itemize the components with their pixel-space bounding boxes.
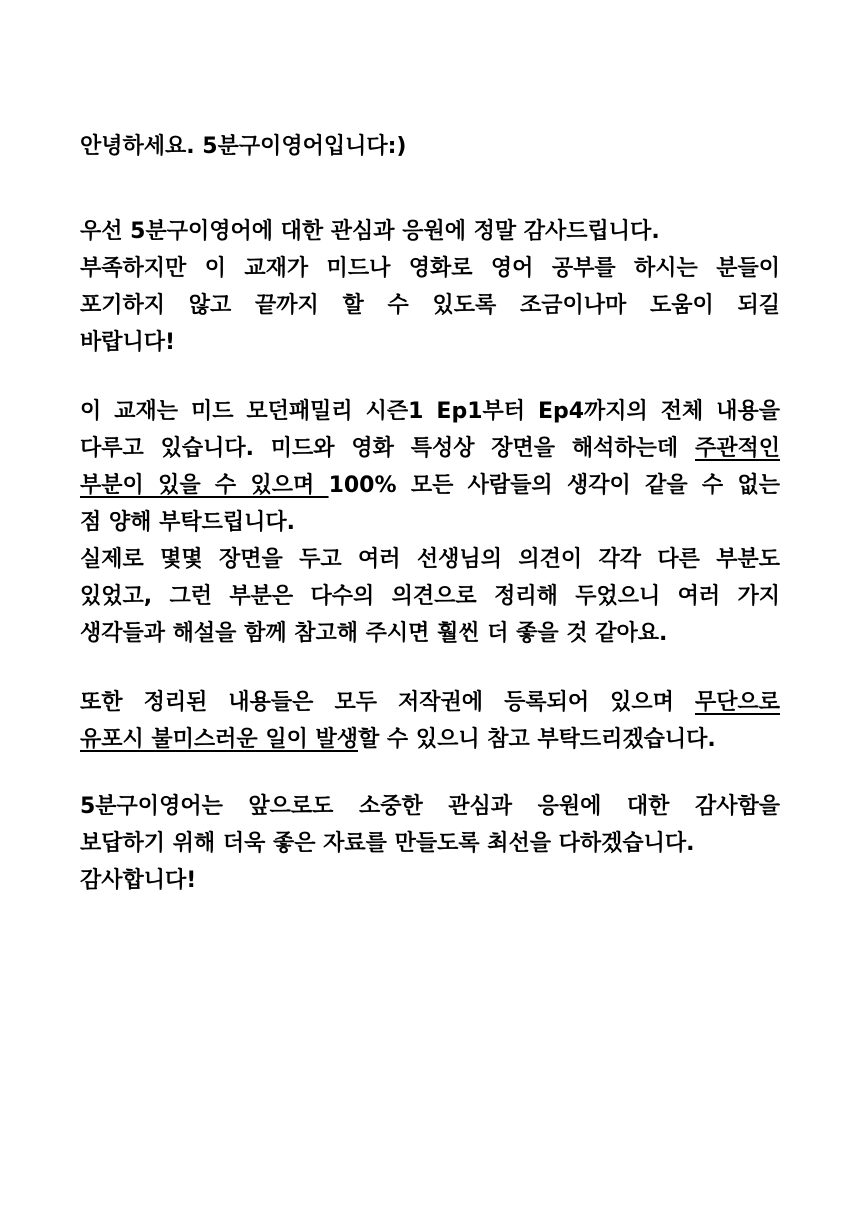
content-line-6: 있었고, 그런 부분은 다수의 의견으로 정리해 두었으니 여러 가지 — [80, 584, 780, 609]
thanks-paragraph — [80, 213, 780, 361]
content-line-2-text: 다루고 있습니다. 미드와 영화 특성상 장면을 해석하는데 — [80, 436, 695, 461]
content-line-1: 이 교재는 미드 모던패밀리 시즌1 Ep1부터 Ep4까지의 전체 내용을 — [80, 399, 780, 424]
underlined-subjective-text: 주관적인 — [694, 436, 780, 461]
copyright-line-1 — [80, 684, 780, 721]
closing-line-2: 보답하기 위해 더욱 좋은 자료를 만들도록 최선을 다하겠습니다. — [80, 831, 695, 856]
content-line-7: 생각들과 해설을 함께 참고해 주시면 훨씬 더 좋을 것 같아요. — [80, 621, 668, 646]
content-line-3 — [80, 467, 780, 504]
copyright-line-2-text: 할 수 있으니 참고 부탁드리겠습니다. — [358, 727, 716, 752]
underlined-unauthorized-text: 무단으로 — [694, 690, 780, 715]
thanks-line-2: 부족하지만 이 교재가 미드나 영화로 영어 공부를 하시는 분들이 — [80, 256, 780, 281]
closing-paragraph — [80, 788, 780, 899]
greeting-paragraph — [80, 128, 780, 165]
copyright-line-1-text: 또한 정리된 내용들은 모두 저작권에 등록되어 있으며 — [80, 690, 695, 715]
letter-body — [80, 128, 780, 931]
closing-line-3: 감사합니다! — [80, 868, 197, 893]
content-line-4: 점 양해 부탁드립니다. — [80, 510, 295, 535]
thanks-line-1: 우선 5분구이영어에 대한 관심과 응원에 정말 감사드립니다. — [80, 219, 660, 244]
greeting-text: 안녕하세요. 5분구이영어입니다:) — [80, 134, 407, 159]
copyright-paragraph — [80, 684, 780, 758]
thanks-line-3: 포기하지 않고 끝까지 할 수 있도록 조금이나마 도움이 되길 — [80, 293, 780, 318]
thanks-line-4: 바랍니다! — [80, 330, 176, 355]
copyright-line-2 — [80, 721, 780, 758]
content-line-5: 실제로 몇몇 장면을 두고 여러 선생님의 의견이 각각 다른 부분도 — [80, 547, 780, 572]
content-line-2 — [80, 430, 780, 467]
content-note-paragraph — [80, 393, 780, 652]
content-line-3-text: 100% 모든 사람들의 생각이 같을 수 없는 — [328, 473, 780, 498]
underlined-subjective-continuation: 부분이 있을 수 있으며 — [80, 473, 329, 498]
underlined-distribution-warning: 유포시 불미스러운 일이 발생 — [80, 727, 359, 752]
closing-line-1: 5분구이영어는 앞으로도 소중한 관심과 응원에 대한 감사함을 — [80, 794, 780, 819]
